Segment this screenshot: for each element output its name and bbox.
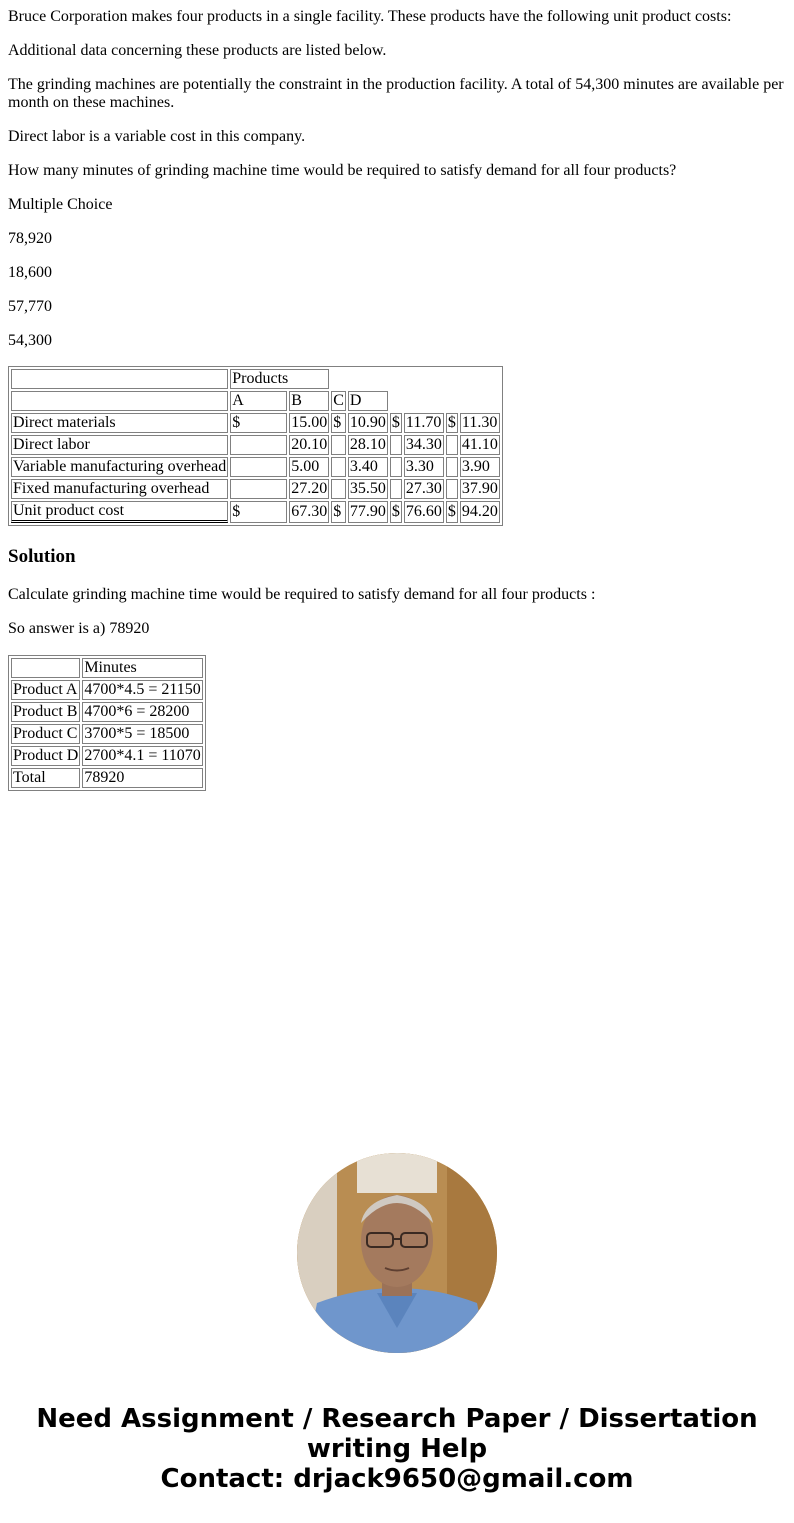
table-cell (230, 457, 287, 477)
table-cell: 41.10 (461, 436, 498, 453)
product-label: Product B (11, 702, 80, 722)
table-cell (331, 457, 346, 477)
table-cell: 3.30 (404, 457, 444, 477)
table-cell (390, 457, 402, 477)
table-cell (331, 435, 346, 455)
table-cell: 11.30 (460, 413, 500, 433)
table-row (11, 435, 500, 455)
question-additional: Additional data concerning these products are listed below. (8, 42, 387, 59)
table-cell: $ (390, 501, 402, 523)
col-header-b: B (289, 391, 329, 411)
table-cell: 5.00 (289, 457, 329, 477)
table-cell (390, 435, 402, 455)
table-row (11, 391, 500, 411)
question-constraint: The grinding machines are potentially the constraint in the production facility. A total of 54,300 minutes are available per month on these machines. (8, 76, 784, 111)
table-cell: 15.00 (291, 414, 328, 431)
table-cell (11, 658, 80, 678)
row-label: Unit product cost (11, 501, 228, 523)
banner-line-1: Need Assignment / Research Paper / Dissertation (36, 1404, 758, 1434)
table-row (11, 457, 500, 477)
table-row (11, 658, 203, 678)
table-cell: 28.10 (349, 436, 386, 453)
minutes-value: 78920 (82, 768, 202, 788)
banner-line-2: writing Help (306, 1434, 488, 1464)
solution-line-1: Calculate grinding machine time would be required to satisfy demand for all four products : (8, 586, 596, 603)
table-row (11, 501, 500, 523)
product-label: Product C (11, 724, 80, 744)
banner-contact: Contact: drjack9650@gmail.com (160, 1464, 634, 1494)
table-row (11, 746, 203, 766)
table-cell (446, 435, 458, 455)
minutes-header: Minutes (82, 658, 202, 678)
question-labor: Direct labor is a variable cost in this company. (8, 128, 306, 145)
table-cell: 27.30 (405, 480, 442, 497)
col-header-a: A (230, 391, 287, 411)
choice-b: 18,600 (8, 264, 52, 281)
table-cell (11, 369, 228, 389)
table-row (11, 702, 203, 722)
row-label: Direct materials (11, 413, 228, 433)
table-cell: 10.90 (349, 414, 386, 431)
table-cell: 34.30 (405, 436, 442, 453)
table-row (11, 369, 500, 389)
table-cell: 3.40 (348, 457, 388, 477)
table-cell (446, 479, 458, 499)
table-cell: 77.90 (348, 501, 388, 523)
table-cell (230, 435, 287, 455)
minutes-value: 3700*5 = 18500 (82, 724, 202, 744)
table-cell: 35.50 (349, 480, 386, 497)
solution-answer: So answer is a) 78920 (8, 620, 150, 637)
table-row (11, 479, 500, 499)
table-cell (331, 479, 346, 499)
table-cell: $ (230, 501, 287, 523)
row-label: Direct labor (11, 435, 228, 455)
solution-heading: Solution (8, 546, 76, 567)
table-cell (11, 391, 228, 411)
table-cell (390, 479, 402, 499)
table-cell (331, 369, 500, 389)
table-cell: 3.90 (460, 457, 500, 477)
question-prompt: How many minutes of grinding machine time would be required to satisfy demand for all four products? (8, 162, 677, 179)
table-row (11, 724, 203, 744)
table-cell: 94.20 (460, 501, 500, 523)
minutes-value: 4700*4.5 = 21150 (84, 681, 201, 698)
table-cell: 11.70 (404, 413, 444, 433)
table-cell: $ (331, 413, 346, 433)
table-row (11, 680, 203, 700)
table-cell (390, 391, 500, 411)
table-cell: $ (447, 414, 456, 431)
question-intro: Bruce Corporation makes four products in a single facility. These products have the following unit product costs: (8, 8, 732, 25)
product-label: Total (11, 768, 80, 788)
multiple-choice-label: Multiple Choice (8, 196, 113, 213)
table-cell: 76.60 (404, 501, 444, 523)
minutes-table (8, 655, 206, 791)
person-photo (297, 1153, 497, 1353)
choice-d: 54,300 (8, 332, 52, 349)
table-cell (230, 479, 287, 499)
table-cell: 67.30 (289, 501, 329, 523)
avatar (297, 1153, 497, 1353)
row-label: Fixed manufacturing overhead (11, 479, 228, 499)
table-cell (446, 457, 458, 477)
table-row (11, 413, 500, 433)
table-cell: $ (331, 501, 346, 523)
product-label: Product D (13, 747, 79, 764)
unit-cost-table (8, 366, 503, 526)
minutes-value: 2700*4.1 = 11070 (84, 747, 201, 764)
row-label: Variable manufacturing overhead (13, 458, 227, 475)
table-row (11, 768, 203, 788)
product-label: Product A (11, 680, 80, 700)
table-cell: $ (230, 413, 287, 433)
minutes-value: 4700*6 = 28200 (82, 702, 202, 722)
question-section (0, 0, 794, 350)
table-cell: 27.20 (291, 480, 328, 497)
table-cell: 20.10 (291, 436, 328, 453)
table-cell: $ (391, 414, 400, 431)
contact-banner (0, 1404, 794, 1494)
products-header: Products (230, 369, 329, 389)
col-header-d: D (348, 391, 388, 411)
col-header-c: C (333, 392, 344, 409)
choice-a: 78,920 (8, 230, 52, 247)
choice-c: 57,770 (8, 298, 52, 315)
table-cell: $ (446, 501, 458, 523)
table-cell: 37.90 (461, 480, 498, 497)
